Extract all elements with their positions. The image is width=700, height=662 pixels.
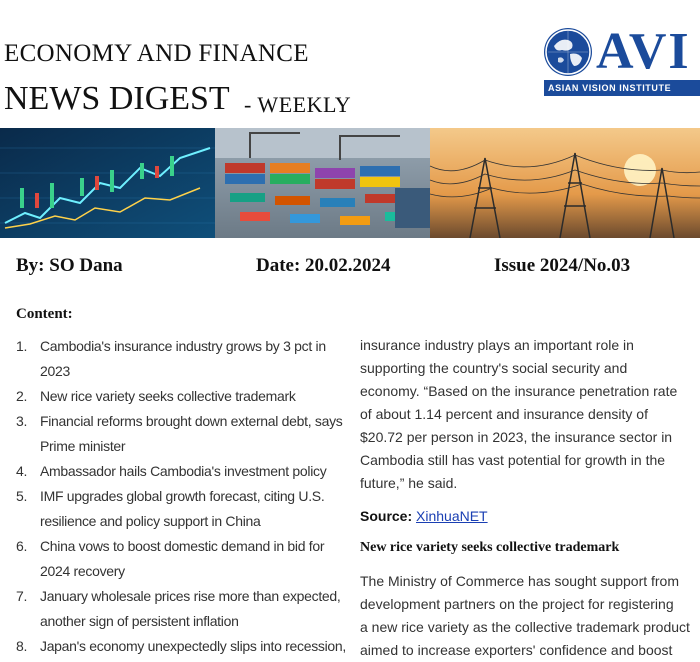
- contents-item[interactable]: 4. Ambassador hails Cambodia's investment policy: [16, 463, 327, 479]
- contents-item[interactable]: 1. Cambodia's insurance industry grows by 3 pct in 2023: [16, 338, 326, 379]
- author: By: SO Dana: [16, 255, 123, 276]
- issue-date: Date: 20.02.2024: [256, 255, 391, 276]
- article-source: Source: XinhuaNET: [360, 508, 488, 524]
- avi-logo: [540, 23, 700, 98]
- logo-tagline: ASIAN VISION INSTITUTE: [544, 80, 700, 96]
- publication-title: NEWS DIGEST: [4, 80, 230, 117]
- contents-item[interactable]: 6. China vows to boost domestic demand in bid for 2024 recovery: [16, 538, 325, 579]
- container-port-image: [215, 128, 430, 238]
- header-banner: [0, 128, 700, 238]
- article-body: insurance industry plays an important role in supporting the country's social security and economy. “Based on the insurance penetration rate of about 1.14 percent and insurance density of $20.72 per person in 2023, the insurance sector in Cambodia still has vast potential for growth in the future,” he said.: [360, 337, 678, 491]
- publication-frequency: - WEEKLY: [244, 92, 352, 117]
- contents-heading: Content:: [16, 306, 73, 322]
- contents-list: [16, 334, 346, 659]
- contents-item[interactable]: 5. IMF upgrades global growth forecast, citing U.S. resilience and policy support in China: [16, 488, 325, 529]
- contents-item[interactable]: 8. Japan's economy unexpectedly slips into recession,: [16, 638, 346, 654]
- issue-number: Issue 2024/No.03: [494, 255, 631, 276]
- article-body: The Ministry of Commerce has sought support from development partners on the project for registering a new rice variety as the collective trademark product aimed to increase exporters' confidence and boost: [360, 573, 690, 658]
- contents-item[interactable]: 2. New rice variety seeks collective trademark: [16, 388, 296, 404]
- stock-chart-image: [0, 128, 215, 238]
- contents-item[interactable]: 3. Financial reforms brought down external debt, says Prime minister: [16, 413, 343, 454]
- contents-item[interactable]: 7. January wholesale prices rise more than expected, another sign of persistent inflation: [16, 588, 341, 629]
- publication-category: ECONOMY AND FINANCE: [4, 40, 309, 67]
- logo-wordmark: AVI: [596, 23, 691, 80]
- article-heading: New rice variety seeks collective trademark: [360, 540, 620, 555]
- globe-icon: [544, 28, 592, 76]
- source-link[interactable]: XinhuaNET: [416, 508, 488, 524]
- power-lines-image: [430, 128, 700, 238]
